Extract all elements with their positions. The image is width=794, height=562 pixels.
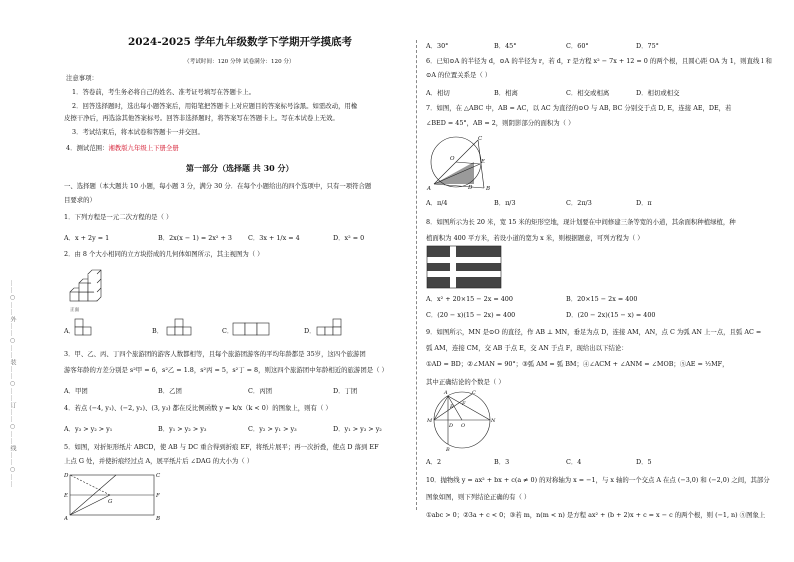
q1-option-a: A．x + 2y = 1 [64, 234, 110, 242]
scope-line [66, 144, 179, 153]
q2-option-a: A． [64, 327, 76, 335]
q4-option-d: D．y₁ > y₃ > y₂ [333, 425, 382, 433]
q5-stem: 5．如图，对折矩形纸片 ABCD，使 AB 与 DC 重合得到折痕 EF，将纸片展平；再一次折叠，使点 D 落到 EF [64, 443, 379, 451]
q2-option-b: B． [152, 327, 164, 335]
q4-option-c: C．y₂ > y₁ > y₃ [248, 425, 297, 433]
scope-value: 湘教版九年级上下册全册 [108, 144, 179, 152]
q9-label-d: D [449, 423, 454, 429]
q10-stem: 图象如图，则下列结论正确的有（ ） [426, 493, 531, 501]
exam-title: 2024-2025 学年九年级数学下学期开学摸底考 [128, 36, 352, 48]
q9-conclusions: ①AD = BD；②∠MAN = 90°；③弧 AM = 弧 BM；④∠ACM + ∠ANM = ∠MOB；⑤AE = ½MF， [426, 360, 729, 368]
section-intro: 目要求的） [64, 196, 96, 204]
q8-option-d: D．(20 − 2x)(15 − x) = 400 [566, 311, 656, 319]
q3-stem: 游客年龄的方差分别是 s²甲 = 6，s²乙 = 1.8，s²丙 = 5，s²丁 = 8，则这四个旅游团中年龄相近的旅游团是（ ） [64, 366, 388, 374]
q9-label-m: M [427, 418, 433, 424]
q5-label-d: D [64, 473, 69, 479]
q3-stem: 3．甲、乙、丙、丁四个旅游团的游客人数都相等，且每个旅游团游客的平均年龄都是 35岁，这四个旅游团 [64, 350, 366, 358]
q9-option-d: D．5 [636, 458, 652, 466]
q4-option-b: B．y₁ > y₂ > y₃ [158, 425, 207, 433]
q7-option-d: D．π [636, 199, 652, 207]
q5-label-e: E [64, 493, 69, 499]
q9-label-n: N [491, 418, 496, 424]
q4-option-a: A．y₃ > y₂ > y₁ [64, 425, 113, 433]
q1-option-b: B．2x(x − 1) = 2x² + 3 [158, 234, 232, 242]
q7-label-o: O [450, 156, 455, 162]
q7-label-c: C [478, 136, 483, 142]
q3-option-a: A．甲团 [64, 387, 88, 395]
q7-stem: ∠BED = 45°，AB = 2，则阴影部分的面积为（ ） [426, 119, 575, 127]
q8-option-b: B．20×15 − 2x = 400 [566, 295, 638, 303]
q8-option-c: C．(20 − x)(15 − 2x) = 400 [426, 311, 516, 319]
q6-option-d: D．相切或相交 [636, 89, 680, 97]
q1-stem: 1．下列方程是一元二次方程的是（ ） [64, 213, 173, 221]
q9-label-o: O [461, 423, 466, 429]
exam-meta: （考试时间：120 分钟 试卷满分：120 分） [184, 59, 295, 65]
q9-option-b: B．3 [494, 458, 510, 466]
q8-stem: 8．如图所示为长 20 米，宽 15 米的矩形空地，现计划要在中间修建三条等宽的小道，其余面积种植绿植，种 [426, 218, 736, 226]
q3-option-d: D．丁团 [333, 387, 358, 395]
q9-label-b: B [446, 447, 450, 452]
q6-stem: ⊙A 的位置关系是（ ） [426, 71, 492, 79]
column-divider [416, 40, 417, 510]
q9-label-a: A [444, 390, 448, 396]
q4-stem: 4．若点 (−4, y₁)、(−2, y₂)、(3, y₃) 都在反比例函数 y = k/x（k < 0）的图象上，则有（ ） [64, 404, 332, 412]
q3-option-c: C．丙团 [248, 387, 273, 395]
q2-caption: 正面 [70, 308, 79, 313]
q9-label-c: C [472, 390, 476, 396]
q2-solid-figure [66, 262, 106, 314]
q7-option-a: A．π/4 [426, 199, 448, 207]
q2-option-c-figure [232, 318, 272, 338]
q1-option-d: D．x² = 0 [333, 234, 365, 242]
q9-stem: 其中正确结论的个数是（ ） [426, 378, 505, 386]
scope-label: 4．测试范围： [66, 144, 109, 152]
q5-stem: 上点 G 处，并使折痕经过点 A，展平纸片后 ∠DAG 的大小为（ ） [64, 457, 254, 465]
q5-option-d: D．75° [636, 42, 659, 50]
binding-line-note: ……○……外……○……装……○……订……○……线……○…… [9, 280, 16, 488]
q5-label-f: F [156, 493, 160, 499]
q8-field-figure [426, 245, 502, 289]
notes-heading: 注意事项： [66, 74, 98, 82]
q5-label-a: A [64, 516, 68, 522]
note-item: 皮擦干净后，再选涂其他答案标号。回答非选择题时，将答案写在答题卡上。写在本试卷上无效。 [64, 114, 339, 122]
q3-option-b: B．乙团 [158, 387, 182, 395]
q1-option-c: C．3x + 1/x = 4 [248, 234, 300, 242]
note-item: 2．回答选择题时，选出每小题答案后，用铅笔把答题卡上对应题目的答案标号涂黑。如需改动，用橡 [72, 102, 358, 110]
q7-stem: 7．如图，在 △ABC 中，AB = AC，以 AC 为直径的⊙O 与 AB, BC 分别交于点 D, E，连接 AE，DE，若 [426, 104, 732, 112]
section-intro: 一、选择题（本大题共 10 小题，每小题 3 分，满分 30 分．在每个小题给出的四个选项中，只有一项符合题 [64, 182, 372, 190]
q10-stem: 10．抛物线 y = ax² + bx + c(a ≠ 0) 的对称轴为 x = −1，与 x 轴的一个交点 A 在点 (−3,0) 和 (−2,0) 之间，其部分 [426, 476, 770, 484]
q9-circle-figure [426, 388, 498, 452]
note-item: 3．考试结束后，将本试卷和答题卡一并交回。 [72, 128, 204, 136]
q7-label-b: B [486, 186, 491, 192]
q5-label-g: G [108, 499, 113, 505]
q2-option-c: C． [222, 327, 234, 335]
q8-stem: 植面积为 400 平方米，若设小道的宽为 x 米，则根据题意，可列方程为（ ） [426, 234, 644, 242]
q9-option-a: A．2 [426, 458, 442, 466]
q8-option-a: A．x² + 20×15 − 2x = 400 [426, 295, 513, 303]
q7-label-e: E [481, 159, 486, 165]
q7-circle-figure [426, 132, 496, 192]
q9-option-c: C．4 [566, 458, 582, 466]
q9-label-e: E [450, 404, 454, 410]
q7-label-a: A [427, 186, 431, 192]
q7-label-d: D [468, 185, 473, 191]
q9-label-f: F [462, 401, 466, 407]
q2-option-d: D． [304, 327, 316, 335]
q6-option-b: B．相离 [494, 89, 518, 97]
q5-rectangle-figure [64, 470, 164, 522]
q5-option-a: A．30° [426, 42, 449, 50]
q5-label-c: C [156, 473, 161, 479]
q9-stem: 弧 AM，连接 CM，交 AB 于点 E，交 AN 于点 F，现给出以下结论： [426, 344, 628, 352]
section-title: 第一部分（选择题 共 30 分） [186, 163, 294, 173]
q2-option-d-figure [316, 318, 352, 338]
q5-label-b: B [156, 516, 161, 522]
q2-option-a-figure [74, 318, 96, 338]
q2-option-b-figure [162, 318, 192, 338]
q6-option-c: C．相交或相离 [566, 89, 610, 97]
q6-stem: 6．已知⊙A 的半径为 d，⊙A 的半径为 r，若 d，r 是方程 x² − 7x + 12 = 0 的两个根，且圆心距 OA 为 1，则直线 l 和 [426, 57, 772, 65]
q7-option-b: B．π/3 [494, 199, 516, 207]
q10-conclusions: ①abc > 0；②3a + c < 0；③若 m，n(m < n) 是方程 ax² + (b + 2)x + c = x − c 的两个根，则 (−1, n) ⑤图象上 [426, 511, 766, 519]
q6-option-a: A．相切 [426, 89, 450, 97]
q5-option-b: B．45° [494, 42, 517, 50]
q5-option-c: C．60° [566, 42, 589, 50]
q9-stem: 9．如图所示，MN 是⊙O 的直径，作 AB ⊥ MN，垂足为点 D，连接 AM，AN，点 C 为弧 AN 上一点，且弧 AC = [426, 328, 762, 336]
note-item: 1．答卷前，考生务必将自己的姓名、准考证号填写在答题卡上。 [72, 88, 256, 96]
q2-stem: 2．由 8 个大小相同的立方块搭成的几何体如图所示，其主视图为（ ） [64, 250, 264, 258]
q7-option-c: C．2π/3 [566, 199, 592, 207]
